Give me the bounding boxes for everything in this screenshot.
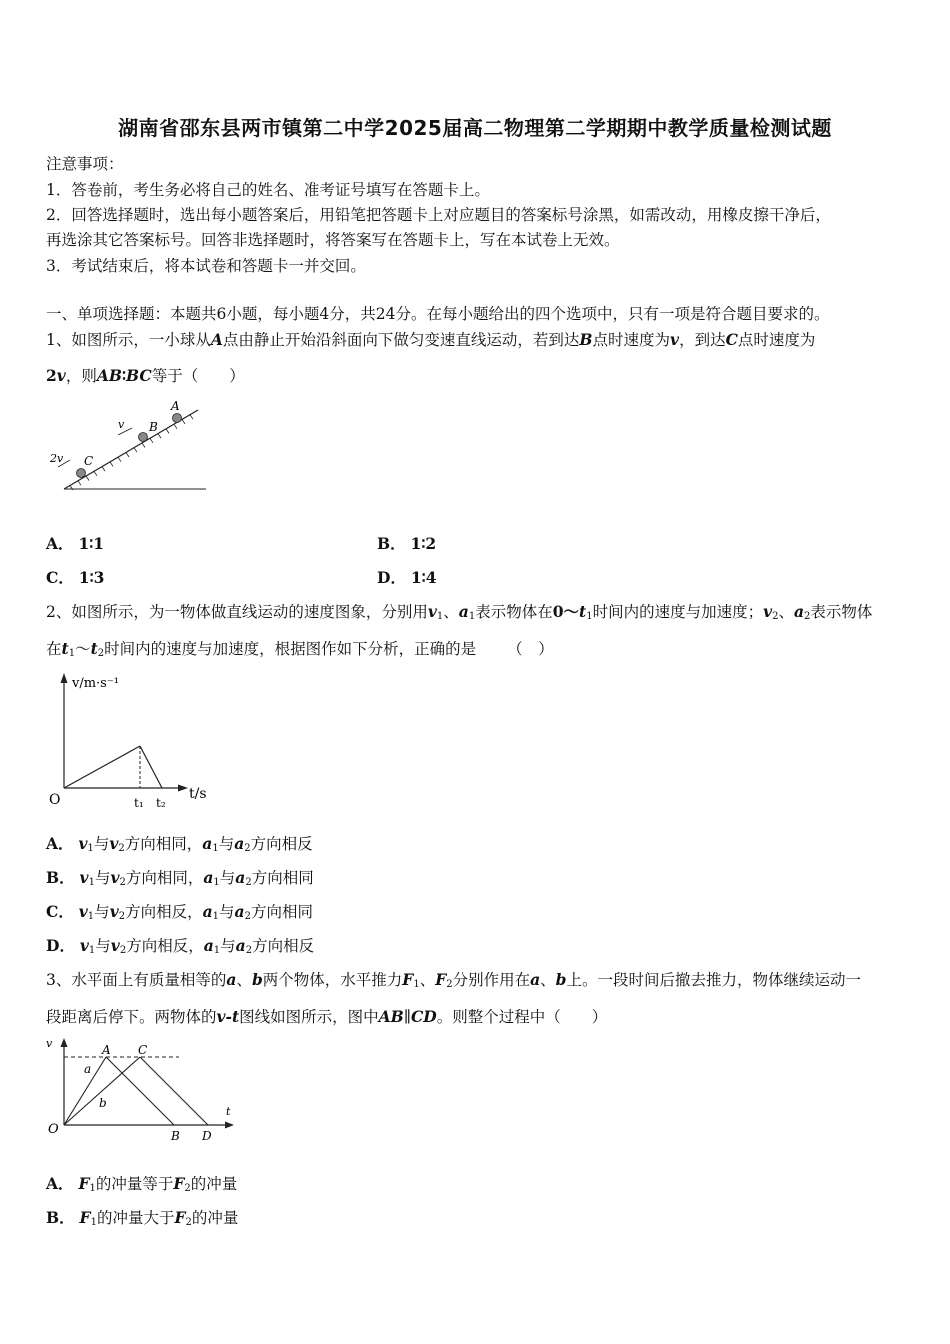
line-cd [140,1057,208,1125]
q2-velocity-graph [44,670,219,815]
page-title: 湖南省邵东县两市镇第二中学2025届高二物理第二学期期中教学质量检测试题 [118,116,832,140]
q1-option-b[interactable]: B． 1∶2 [377,534,437,553]
point-b-label: B [171,1129,180,1143]
velocity-line-rise [64,746,140,788]
label-c: C [84,454,94,468]
notice-item-2: 2．回答选择题时，选出每小题答案后，用铅笔把答题卡上对应题目的答案标号涂黑，如需改动，用橡皮擦干净后， [46,206,831,224]
y-axis-arrow [61,673,68,683]
incline-hatching [70,415,193,490]
label-a: A [171,399,180,413]
ball-c [77,469,86,478]
q1-option-a[interactable]: A． 1∶1 [46,534,105,553]
ball-b [139,433,148,442]
point-c-label: C [138,1043,148,1057]
q3-stem-line1: 3、水平面上有质量相等的a、b两个物体，水平推力$F_1$、$F_2$分别作用在a、b上。一段时间后撤去推力，物体继续运动一 [46,970,862,990]
t2-label: t₂ [156,796,166,810]
ball-a [173,414,182,423]
origin-label: O [49,792,61,808]
label-2v: 2v [50,452,64,465]
q3-option-b[interactable]: B． $F_1$的冲量大于$F_2$的冲量 [46,1208,239,1228]
point-a-label: A [102,1043,111,1057]
q3-option-a[interactable]: A． $F_1$的冲量等于$F_2$的冲量 [46,1174,238,1194]
velocity-line-fall [140,746,162,788]
q2-option-a[interactable]: A． $v_1$与$v_2$方向相同，$a_1$与$a_2$方向相反 [46,834,313,854]
line-ab [106,1057,174,1125]
q1-option-d[interactable]: D． 1∶4 [377,568,437,587]
v-label: v [46,1037,53,1050]
curve-b-label: b [99,1096,107,1110]
x-axis-arrow [225,1122,234,1129]
label-b: B [149,420,158,434]
curve-a-label: a [84,1062,92,1076]
q2-option-b[interactable]: B． $v_1$与$v_2$方向相同，$a_1$与$a_2$方向相同 [46,868,314,888]
q3-stem-line2: 段距离后停下。两物体的v-t图线如图所示，图中AB∥CD。则整个过程中（ ） [46,1007,608,1026]
point-d-label: D [202,1129,212,1143]
t-label: t [226,1105,231,1118]
q1-option-c[interactable]: C． 1∶3 [46,568,105,587]
label-v: v [118,418,125,431]
q2-stem-line2: 在$t_1\sim t_2$时间内的速度与加速度，根据图作如下分析，正确的是 （ ） [46,639,554,659]
q2-stem-line1: 2、如图所示，为一物体做直线运动的速度图象，分别用$v_1$、$a_1$表示物体在$0\sim t_1$时间内的速度与加速度；$v_2$、$a_2$表示物体 [46,602,873,622]
y-axis-arrow [61,1038,68,1047]
origin-label: O [48,1122,59,1137]
q3-vt-graph [44,1035,239,1147]
line-b-rise [64,1057,140,1125]
x-axis-arrow [178,785,188,792]
notice-item-1: 1．答卷前，考生务必将自己的姓名、准考证号填写在答题卡上。 [46,181,490,199]
notice-item-2-cont: 再选涂其它答案标号。回答非选择题时，将答案写在答题卡上，写在本试卷上无效。 [46,231,620,249]
q1-stem-line1: 1、如图所示，一小球从A点由静止开始沿斜面向下做匀变速直线运动，若到达B点时速度为v，到达C点时速度为 [46,330,816,349]
t1-label: t₁ [134,796,144,810]
y-axis-label: v/m·s⁻¹ [72,676,119,691]
x-axis-label: t/s [189,786,207,802]
q2-option-c[interactable]: C． $v_1$与$v_2$方向相反，$a_1$与$a_2$方向相同 [46,902,313,922]
q1-incline-figure [46,398,211,494]
notice-item-3: 3．考试结束后，将本试卷和答题卡一并交回。 [46,257,366,275]
notice-heading: 注意事项： [46,155,124,173]
q1-stem-line2: 2v，则AB∶BC等于（ ） [46,366,245,385]
section-heading: 一、单项选择题：本题共6小题，每小题4分，共24分。在每小题给出的四个选项中，只有一项是符合题目要求的。 [46,305,830,323]
q2-option-d[interactable]: D． $v_1$与$v_2$方向相反，$a_1$与$a_2$方向相反 [46,936,315,956]
